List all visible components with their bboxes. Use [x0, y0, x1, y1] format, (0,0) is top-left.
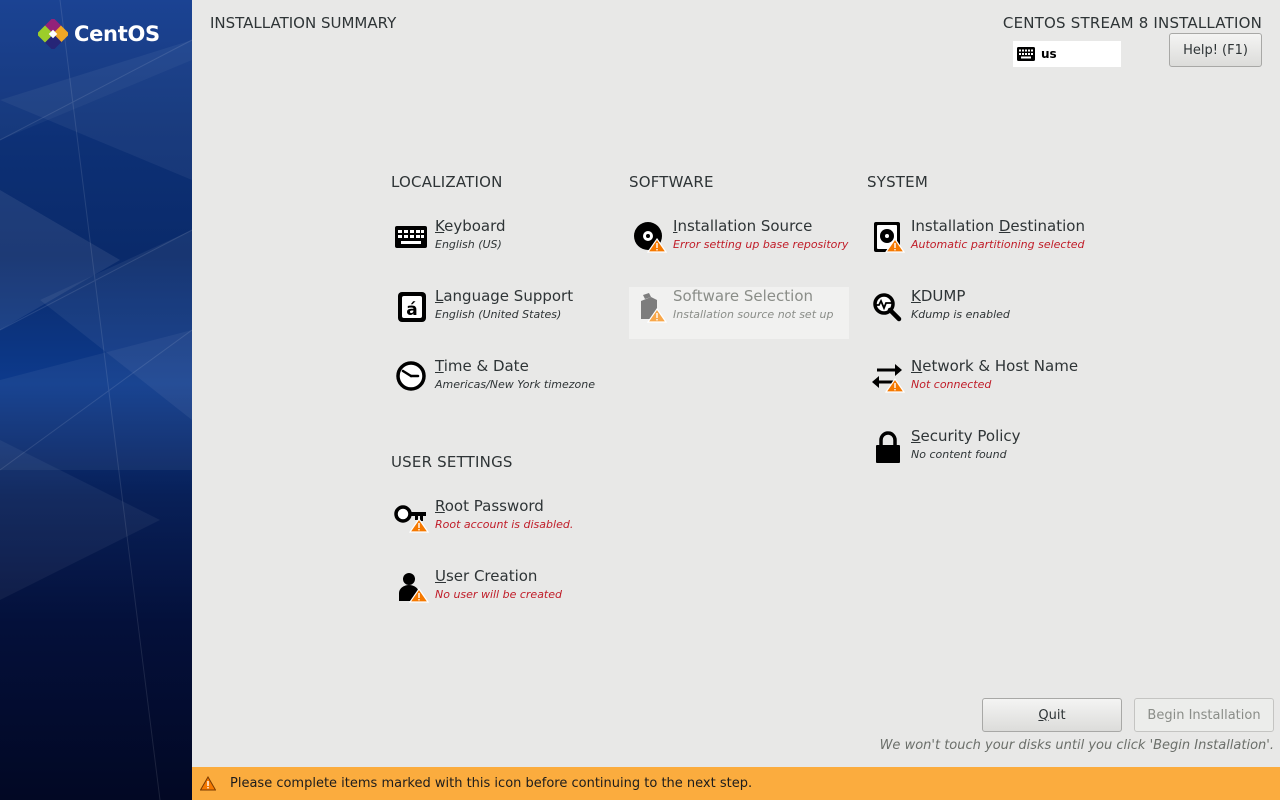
- section-software: SOFTWARE: [629, 173, 714, 191]
- spoke-user-status: No user will be created: [435, 588, 562, 601]
- spoke-software-selection[interactable]: [629, 287, 849, 339]
- spoke-installation-source[interactable]: [629, 217, 849, 269]
- clock-icon: [393, 361, 429, 397]
- spoke-network-hostname[interactable]: [867, 357, 1087, 409]
- network-warning-icon: [869, 361, 905, 397]
- spoke-kdump-label: KDUMP: [911, 287, 966, 305]
- spoke-security-label: Security Policy: [911, 427, 1021, 445]
- disc-warning-icon: [631, 221, 667, 257]
- spoke-source-label: Installation Source: [673, 217, 813, 235]
- section-system: SYSTEM: [867, 173, 928, 191]
- spoke-software-label: Software Selection: [673, 287, 814, 305]
- spoke-kdump-status: Kdump is enabled: [911, 308, 1010, 321]
- warning-bar: [192, 767, 1280, 800]
- spoke-security-status: No content found: [911, 448, 1007, 461]
- section-localization: LOCALIZATION: [391, 173, 503, 191]
- spoke-source-status: Error setting up base repository: [673, 238, 849, 251]
- user-warning-icon: [393, 571, 429, 607]
- spoke-kdump[interactable]: [867, 287, 1087, 339]
- magnifier-icon: [869, 291, 905, 327]
- spoke-user-creation[interactable]: [391, 567, 611, 619]
- section-user-settings: USER SETTINGS: [391, 453, 513, 471]
- centos-logo: [38, 19, 160, 49]
- harddisk-warning-icon: [869, 221, 905, 257]
- spoke-keyboard-status: English (US): [435, 238, 502, 251]
- keyboard-icon: [393, 221, 429, 257]
- spoke-root-label: Root Password: [435, 497, 544, 515]
- centos-logo-icon: [38, 19, 68, 49]
- keyboard-layout-label: us: [1041, 47, 1057, 61]
- logo-text: CentOS: [74, 22, 160, 46]
- spoke-time-status: Americas/New York timezone: [435, 378, 596, 391]
- spoke-software-status: Installation source not set up: [673, 308, 834, 321]
- spoke-destination-label: Installation Destination: [911, 217, 1085, 235]
- spoke-language-label: Language Support: [435, 287, 574, 305]
- spoke-keyboard-label: Keyboard: [435, 217, 506, 235]
- svg-text:á: á: [406, 300, 418, 320]
- spoke-language-support[interactable]: [391, 287, 611, 339]
- spoke-destination-status: Automatic partitioning selected: [911, 238, 1085, 251]
- language-icon: [393, 291, 429, 327]
- sidebar-background: [0, 0, 192, 800]
- spoke-language-status: English (United States): [435, 308, 562, 321]
- spoke-keyboard[interactable]: [391, 217, 611, 269]
- warning-bar-text: Please complete items marked with this icon before continuing to the next step.: [230, 776, 753, 791]
- spoke-time-label: Time & Date: [435, 357, 529, 375]
- package-warning-icon: [631, 291, 667, 327]
- spoke-user-label: User Creation: [435, 567, 538, 585]
- keyboard-layout-indicator[interactable]: [1013, 41, 1121, 67]
- spoke-root-password[interactable]: [391, 497, 611, 549]
- lock-icon: [869, 431, 905, 467]
- warning-icon: [200, 776, 216, 791]
- quit-button[interactable]: Q uit: [982, 698, 1122, 732]
- disk-hint-text: We won't touch your disks until you click 'Begin Installation'.: [879, 738, 1274, 753]
- keyboard-icon: [1017, 47, 1035, 61]
- help-button[interactable]: Help! (F1): [1169, 33, 1262, 67]
- begin-installation-button[interactable]: Begin Installation: [1134, 698, 1274, 732]
- spoke-time-date[interactable]: [391, 357, 611, 409]
- key-warning-icon: [393, 501, 429, 537]
- sidebar: [0, 0, 192, 800]
- spoke-installation-destination[interactable]: [867, 217, 1087, 269]
- spoke-security-policy[interactable]: [867, 427, 1087, 479]
- spoke-root-status: Root account is disabled.: [435, 518, 574, 531]
- page-title: INSTALLATION SUMMARY: [210, 14, 397, 32]
- product-title: CENTOS STREAM 8 INSTALLATION: [1002, 14, 1262, 32]
- spoke-network-label: Network & Host Name: [911, 357, 1079, 375]
- spoke-network-status: Not connected: [911, 378, 992, 391]
